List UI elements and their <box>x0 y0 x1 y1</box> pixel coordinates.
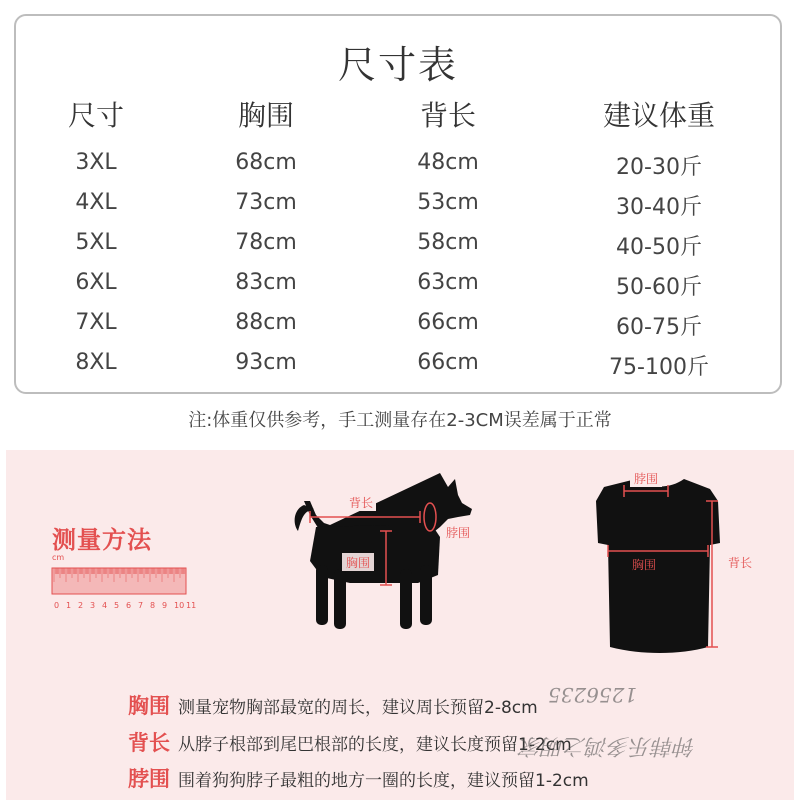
size-chart-title: 尺寸表 <box>337 43 458 87</box>
ruler-number: 0 <box>54 601 60 610</box>
table-cell-chest: 83cm <box>235 270 297 295</box>
ruler-number: 9 <box>162 601 168 610</box>
desc-back-text: 从脖子根部到尾巴根部的长度，建议长度预留1-2cm <box>178 735 572 755</box>
table-cell-chest: 78cm <box>235 230 297 255</box>
dog-chest-label: 胸围 <box>345 556 371 570</box>
table-cell-weight: 20-30斤 <box>616 155 702 180</box>
ruler-icon <box>50 552 197 616</box>
shirt-measure-illustration <box>560 465 760 655</box>
header-back-length: 背长 <box>419 99 476 132</box>
ruler-number: 8 <box>150 601 156 610</box>
ruler-number: 11 <box>186 601 197 610</box>
ruler-number: 3 <box>90 601 96 610</box>
desc-back-key: 背长 <box>128 731 170 755</box>
desc-neck <box>128 763 589 793</box>
table-cell-back: 48cm <box>417 150 479 175</box>
desc-back <box>128 727 572 757</box>
shirt-icon <box>596 479 720 653</box>
shirt-neck-label: 脖围 <box>633 472 659 486</box>
table-cell-back: 66cm <box>417 350 479 375</box>
table-cell-back: 58cm <box>417 230 479 255</box>
ruler-number: 5 <box>114 601 120 610</box>
desc-chest-key: 胸围 <box>128 694 170 718</box>
table-cell-size: 5XL <box>75 230 117 255</box>
table-cell-size: 8XL <box>75 350 117 375</box>
desc-neck-text: 围着狗狗脖子最粗的地方一圈的长度，建议预留1-2cm <box>178 771 589 791</box>
desc-chest <box>128 690 538 720</box>
method-title: 测量方法 <box>52 526 152 554</box>
table-cell-size: 3XL <box>75 150 117 175</box>
table-cell-weight: 60-75斤 <box>616 315 702 340</box>
shirt-back-label: 背长 <box>727 556 753 570</box>
table-cell-weight: 50-60斤 <box>616 275 702 300</box>
header-chest: 胸围 <box>237 99 294 132</box>
ruler-number: 2 <box>78 601 84 610</box>
table-cell-chest: 73cm <box>235 190 297 215</box>
shirt-chest-label: 胸围 <box>631 558 657 572</box>
measurement-note: 注:体重仅供参考，手工测量存在2-3CM误差属于正常 <box>188 410 612 431</box>
desc-neck-key: 脖围 <box>128 767 170 791</box>
ruler-number: 1 <box>66 601 72 610</box>
table-cell-back: 63cm <box>417 270 479 295</box>
dog-measure-illustration <box>290 465 490 655</box>
table-cell-back: 66cm <box>417 310 479 335</box>
ruler-unit: cm <box>52 553 65 562</box>
table-cell-chest: 68cm <box>235 150 297 175</box>
table-cell-size: 7XL <box>75 310 117 335</box>
ruler-number: 4 <box>102 601 108 610</box>
table-cell-chest: 88cm <box>235 310 297 335</box>
ruler-number: 10 <box>174 601 185 610</box>
ruler-number: 7 <box>138 601 144 610</box>
table-cell-chest: 93cm <box>235 350 297 375</box>
dog-silhouette-icon <box>295 473 472 629</box>
table-cell-weight: 75-100斤 <box>609 355 709 380</box>
table-cell-size: 4XL <box>75 190 117 215</box>
desc-chest-text: 测量宠物胸部最宽的周长，建议周长预留2-8cm <box>178 698 538 718</box>
dog-back-label: 背长 <box>348 496 374 510</box>
table-cell-weight: 40-50斤 <box>616 235 702 260</box>
dog-neck-label: 脖围 <box>445 526 471 540</box>
watermark-text: 钟韩乐多鸿之明家 <box>520 733 697 758</box>
table-cell-back: 53cm <box>417 190 479 215</box>
table-cell-weight: 30-40斤 <box>616 195 702 220</box>
watermark-number: 1256235 <box>548 683 638 707</box>
size-chart-card <box>14 14 782 394</box>
header-weight: 建议体重 <box>602 99 715 132</box>
table-cell-size: 6XL <box>75 270 117 295</box>
header-size: 尺寸 <box>67 99 124 132</box>
ruler-number: 6 <box>126 601 132 610</box>
